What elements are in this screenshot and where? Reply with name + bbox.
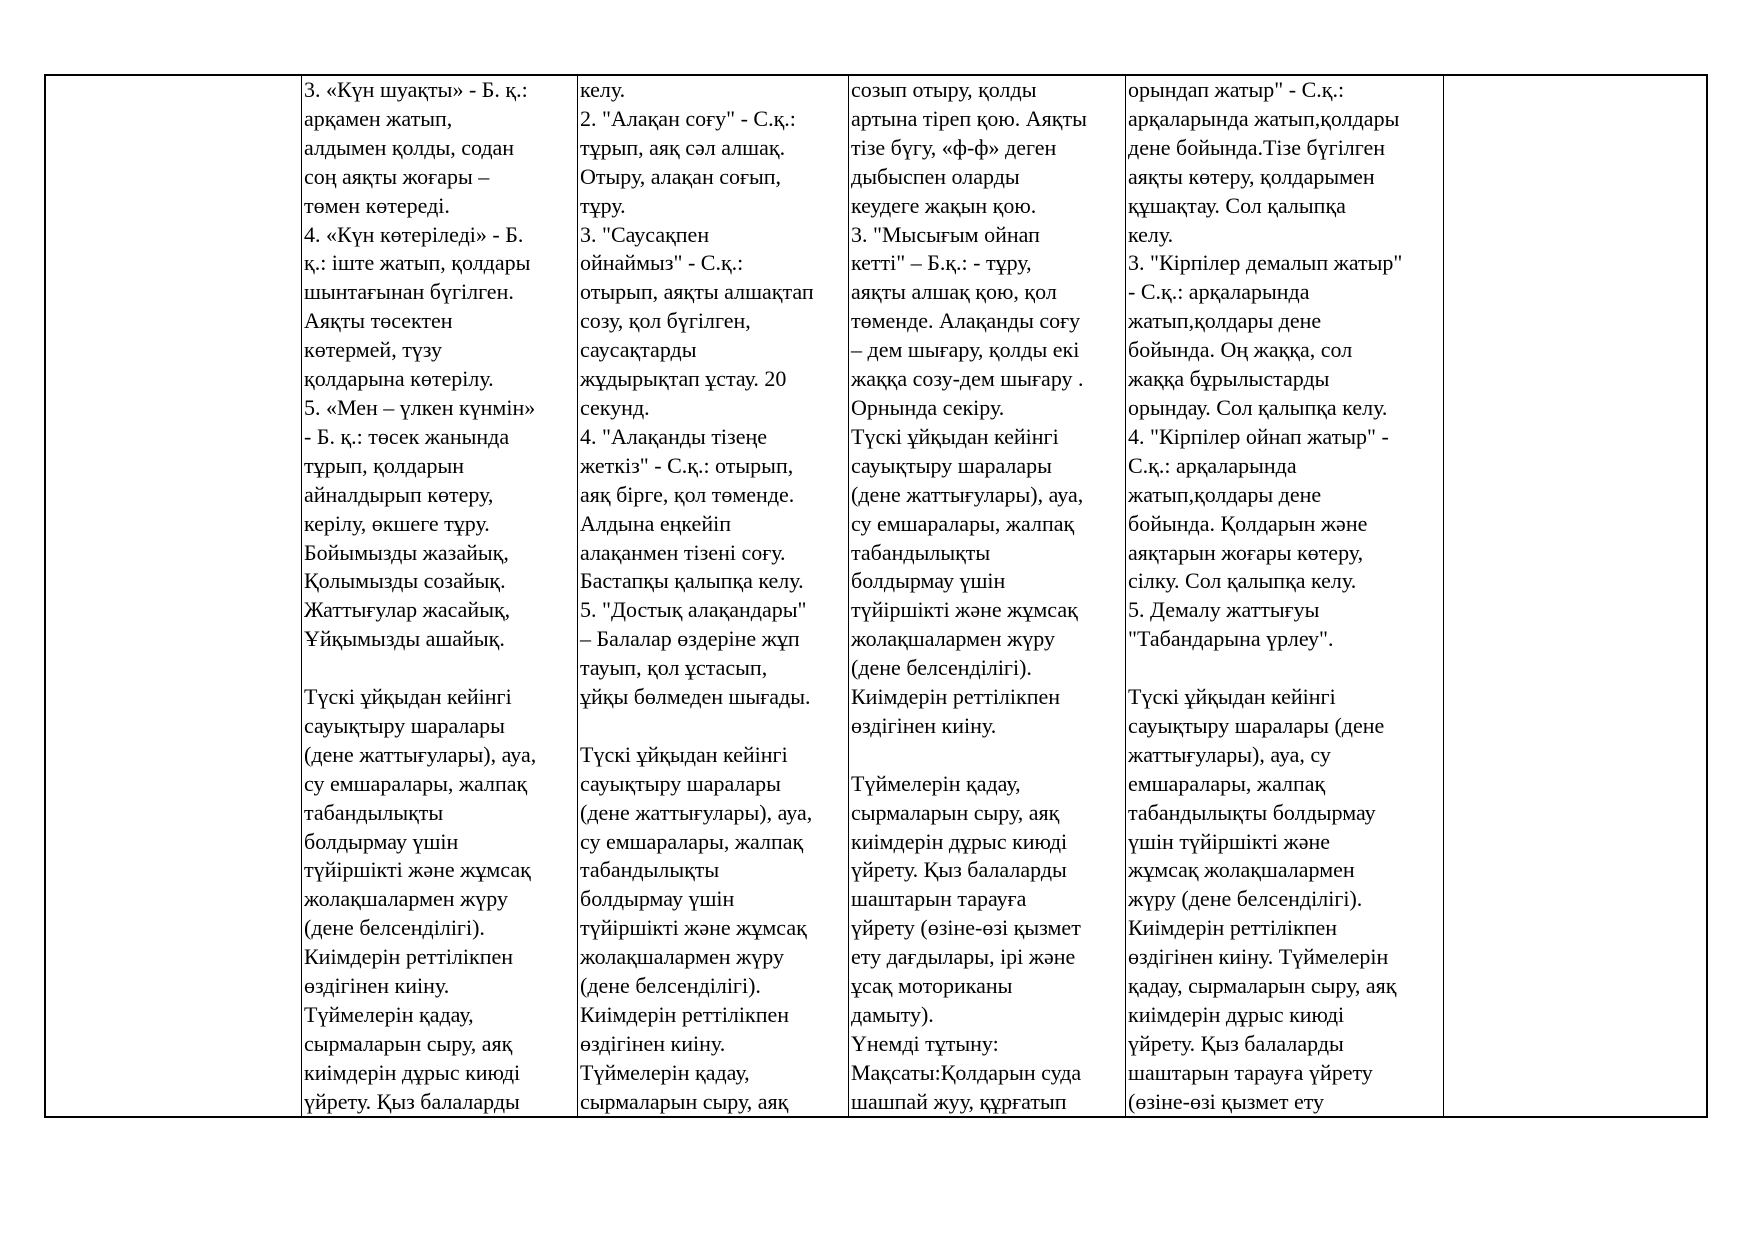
- table-cell-2: 3. «Күн шуақты» - Б. қ.: арқамен жатып, алдымен қолды, содан соң аяқты жоғары – төмен көтереді. 4. «Күн көтеріледі» - Б. қ.: іште жатып, қолдары шынтағынан бүгілген. Аяқты төсектен көтермей, түзу қолдарына көтерілу. 5. «Мен – үлкен күнмін» - Б. қ.: төсек жанында тұрып, қолдарын айналдырып көтеру, керілу, өкшеге тұру. Бойымызды жазайық, Қолымызды созайық. Жаттығулар жасайық, Ұйқымызды ашайық. Түскі ұйқыдан кейінгі сауықтыру шаралары (дене жаттығулары), ауа, су емшаралары, жалпақ табандылықты болдырмау үшін түйіршікті және жұмсақ жолақшалармен жүру (дене белсенділігі). Киімдерін реттілікпен өздігінен киіну. Түймелерін қадау, сырмаларын сыру, аяқ киімдерін дұрыс киюді үйрету. Қыз балаларды: [302, 76, 578, 1116]
- table-cell-5: орындап жатыр" - С.қ.: арқаларында жатып,қолдары дене бойында.Тізе бүгілген аяқты көтеру, қолдарымен құшақтау. Сол қалыпқа келу. 3. "Кірпілер демалып жатыр" - С.қ.: арқаларында жатып,қолдары дене бойында. Оң жаққа, сол жаққа бұрылыстарды орындау. Сол қалыпқа келу. 4. "Кірпілер ойнап жатыр" - С.қ.: арқаларында жатып,қолдары дене бойында. Қолдарын және аяқтарын жоғары көтеру, сілку. Сол қалыпқа келу. 5. Демалу жаттығуы "Табандарына үрлеу". Түскі ұйқыдан кейінгі сауықтыру шаралары (дене жаттығулары), ауа, су емшаралары, жалпақ табандылықты болдырмау үшін түйіршікті және жұмсақ жолақшалармен жүру (дене белсенділігі). Киімдерін реттілікпен өздігінен киіну. Түймелерін қадау, сырмаларын сыру, аяқ киімдерін дұрыс киюді үйрету. Қыз балаларды шаштарын тарауға үйрету (өзіне-өзі қызмет ету: [1126, 76, 1444, 1116]
- table-cell-1: [46, 76, 302, 1116]
- table-cell-3: келу. 2. "Алақан соғу" - С.қ.: тұрып, аяқ сәл алшақ. Отыру, алақан соғып, тұру. 3. "Саусақпен ойнаймыз" - С.қ.: отырып, аяқты алшақтап созу, қол бүгілген, саусақтарды жұдырықтап ұстау. 20 секунд. 4. "Алақанды тізеңе жеткіз" - С.қ.: отырып, аяқ бірге, қол төменде. Алдына еңкейіп алақанмен тізені соғу. Бастапқы қалыпқа келу. 5. "Достық алақандары" – Балалар өздеріне жұп тауып, қол ұстасып, ұйқы бөлмеден шығады. Түскі ұйқыдан кейінгі сауықтыру шаралары (дене жаттығулары), ауа, су емшаралары, жалпақ табандылықты болдырмау үшін түйіршікті және жұмсақ жолақшалармен жүру (дене белсенділігі). Киімдерін реттілікпен өздігінен киіну. Түймелерін қадау, сырмаларын сыру, аяқ: [578, 76, 849, 1116]
- schedule-table: [44, 74, 1708, 1118]
- table-cell-4: созып отыру, қолды артына тіреп қою. Аяқты тізе бүгу, «ф-ф» деген дыбыспен оларды кеудеге жақын қою. 3. "Мысығым ойнап кетті" – Б.қ.: - тұру, аяқты алшақ қою, қол төменде. Алақанды соғу – дем шығару, қолды екі жаққа созу-дем шығару . Орнында секіру. Түскі ұйқыдан кейінгі сауықтыру шаралары (дене жаттығулары), ауа, су емшаралары, жалпақ табандылықты болдырмау үшін түйіршікті және жұмсақ жолақшалармен жүру (дене белсенділігі). Киімдерін реттілікпен өздігінен киіну. Түймелерін қадау, сырмаларын сыру, аяқ киімдерін дұрыс киюді үйрету. Қыз балаларды шаштарын тарауға үйрету (өзіне-өзі қызмет ету дағдылары, ірі және ұсақ моториканы дамыту). Үнемді тұтыну: Мақсаты:Қолдарын суда шашпай жуу, құрғатып: [849, 76, 1126, 1116]
- table-cell-6: [1444, 76, 1706, 1116]
